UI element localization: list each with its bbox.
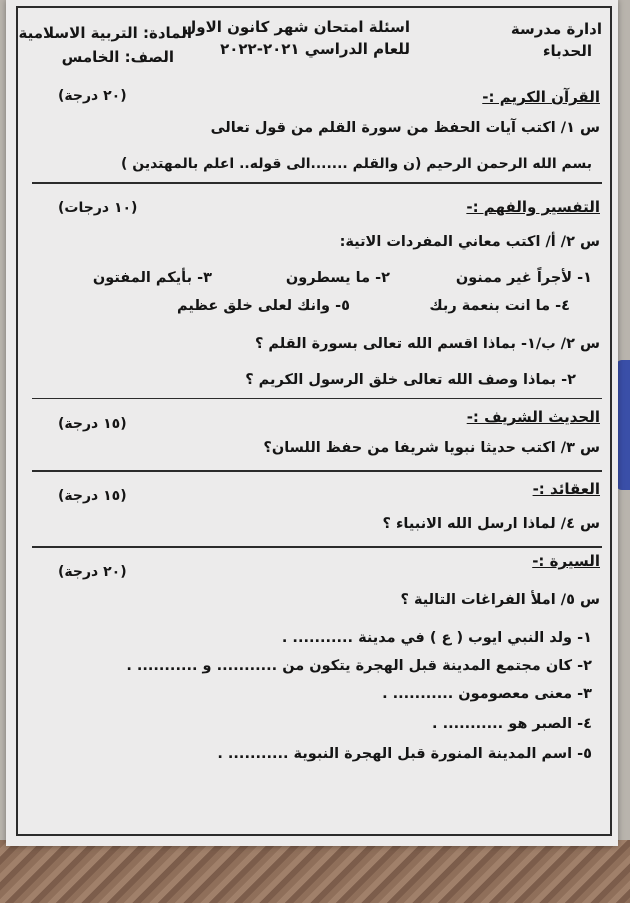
blue-object-edge: [616, 360, 630, 490]
question-4-text: س ٤/ لماذا ارسل الله الانبياء ؟: [382, 516, 600, 532]
question-2b-2-text: ٢- بماذا وصف الله تعالى خلق الرسول الكريم ؟: [245, 372, 576, 388]
section-title-quran: القرآن الكريم :-: [482, 88, 600, 106]
question-2a-text: س ٢/ أ/ اكتب معاني المفردات الاتية:: [339, 234, 600, 250]
exam-paper: [6, 0, 618, 846]
section-title-seerah: السيرة :-: [532, 552, 600, 570]
section-title-tafsir: التفسير والفهم :-: [466, 198, 600, 216]
section-divider: [32, 398, 602, 399]
question-5-text: س ٥/ املأ الفراغات التالية ؟: [400, 592, 600, 608]
exam-title-line1: اسئلة امتحان شهر كانون الاول: [183, 18, 410, 36]
marks-hadith: (١٥ درجة): [58, 416, 127, 432]
exam-title-line2: للعام الدراسي ٢٠٢١-٢٠٢٢: [220, 40, 410, 58]
question-2b-1-text: س ٢/ ب/١- بماذا اقسم الله تعالى بسورة القلم ؟: [254, 336, 600, 352]
marks-seerah: (٢٠ درجة): [58, 564, 127, 580]
section-divider: [32, 182, 602, 184]
question-3-text: س ٣/ اكتب حديثا نبويا شريفا من حفظ اللسان؟: [263, 440, 600, 456]
vocab-item-3: ٣- بأيكم المفتون: [92, 270, 212, 286]
fabric-background: [0, 840, 630, 903]
marks-quran: (٢٠ درجة): [58, 88, 127, 104]
blank-item-3: ٣- معنى معصومون ........... .: [382, 686, 592, 702]
quran-verse-range: بسم الله الرحمن الرحيم (ن والقلم .......الى قوله.. اعلم بالمهتدين ): [120, 156, 592, 172]
section-divider: [32, 470, 602, 472]
section-title-aqaid: العقائد :-: [532, 480, 600, 498]
blank-item-1: ١- ولد النبي ايوب ( ع ) في مدينة ........... .: [281, 630, 592, 646]
section-title-hadith: الحديث الشريف :-: [466, 408, 600, 426]
subject-label: المادة: التربية الاسلامية: [18, 24, 192, 42]
vocab-item-5: ٥- وانك لعلى خلق عظيم: [177, 298, 350, 314]
vocab-item-4: ٤- ما انت بنعمة ربك: [429, 298, 570, 314]
marks-tafsir: (١٠ درجات): [58, 200, 138, 216]
vocab-item-1: ١- لأجراً غير ممنون: [455, 270, 592, 286]
vocab-item-2: ٢- ما يسطرون: [285, 270, 390, 286]
exam-border-frame: [16, 6, 612, 836]
blank-item-2: ٢- كان مجتمع المدينة قبل الهجرة يتكون من ........... و ........... .: [126, 658, 592, 674]
school-name-line2: الحدباء: [542, 42, 592, 60]
blank-item-4: ٤- الصبر هو ........... .: [432, 716, 592, 732]
question-1-text: س ١/ اكتب آيات الحفظ من سورة القلم من قول تعالى: [210, 120, 600, 136]
section-divider: [32, 546, 602, 548]
blank-item-5: ٥- اسم المدينة المنورة قبل الهجرة النبوية ........... .: [217, 746, 592, 762]
grade-label: الصف: الخامس: [61, 48, 174, 66]
school-name-line1: ادارة مدرسة: [510, 20, 602, 38]
marks-aqaid: (١٥ درجة): [58, 488, 127, 504]
